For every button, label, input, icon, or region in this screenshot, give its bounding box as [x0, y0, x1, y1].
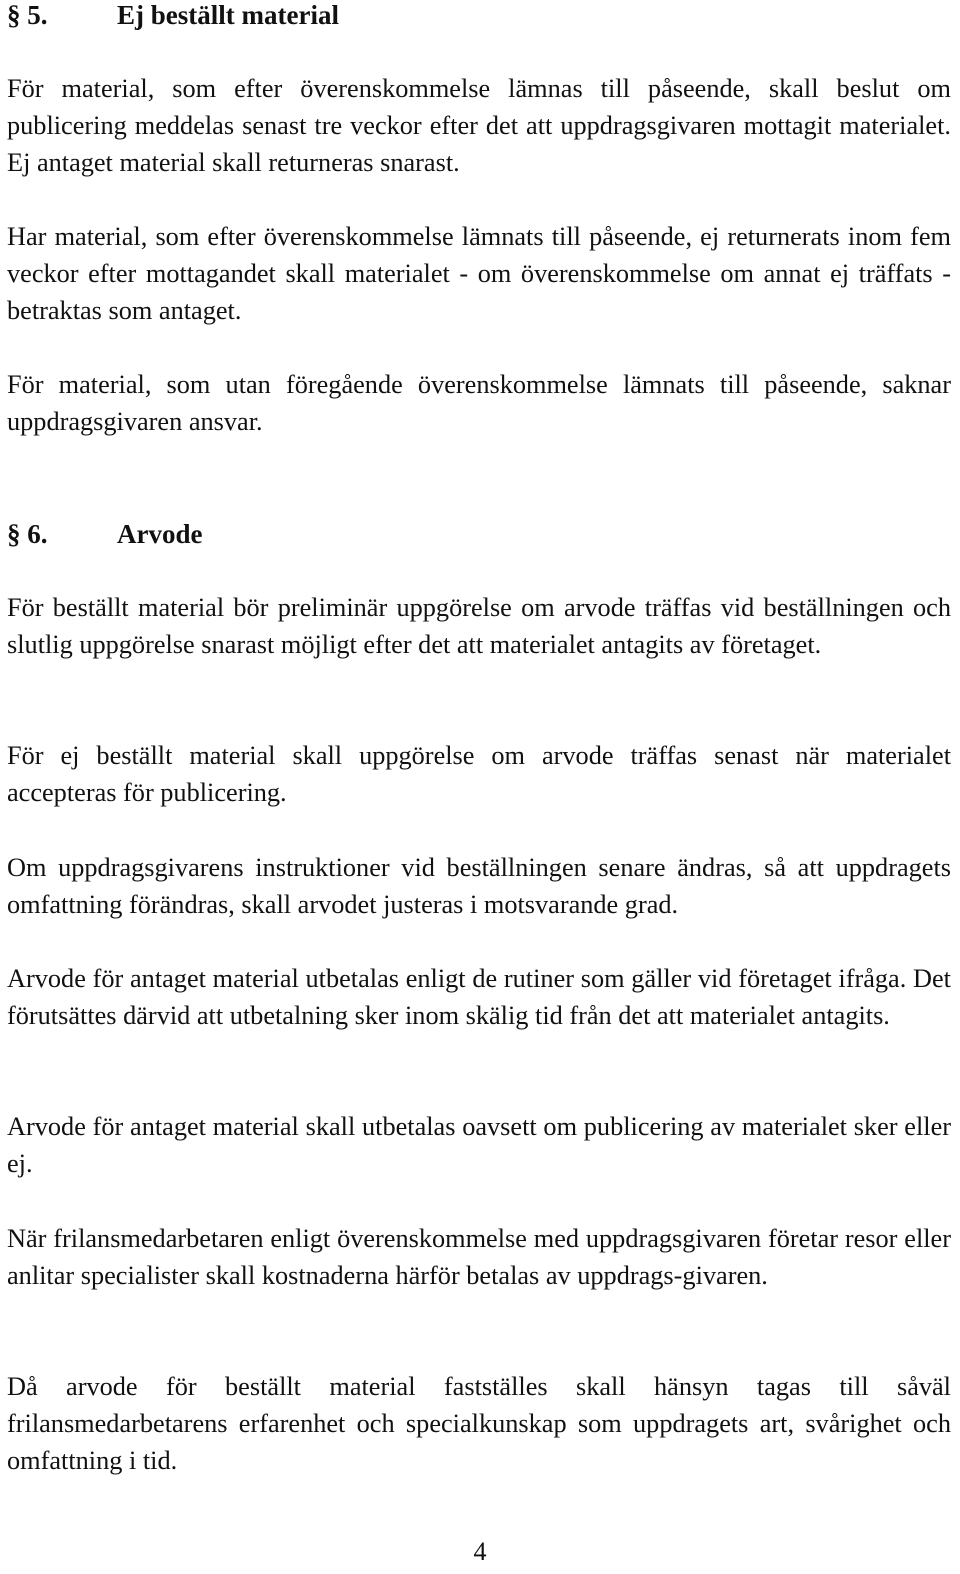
- paragraph: Arvode för antaget material skall utbetalas oavsett om publicering av materialet sker eller ej.: [7, 1112, 951, 1179]
- paragraph: Då arvode för beställt material fastställes skall hänsyn tagas till såväl frilansmedarbetarens erfarenhet och specialkunskap som uppdragets art, svårighet och omfattning i tid.: [7, 1372, 951, 1476]
- paragraph: Om uppdragsgivarens instruktioner vid beställningen senare ändras, så att uppdragets omfattning förändras, skall arvodet justeras i motsvarande grad.: [7, 853, 951, 920]
- section-heading-5: [7, 0, 339, 35]
- paragraph: Har material, som efter överenskommelse lämnats till påseende, ej returnerats inom fem veckor efter mottagandet skall materialet - om överenskommelse om annat ej träffats - betraktas som antaget.: [7, 222, 951, 326]
- section-heading-6: [7, 514, 202, 554]
- paragraph: Arvode för antaget material utbetalas enligt de rutiner som gäller vid företaget ifråga. Det förutsättes därvid att utbetalning sker inom skälig tid från det att materialet antagits.: [7, 964, 951, 1031]
- paragraph: När frilansmedarbetaren enligt överenskommelse med uppdragsgivaren företar resor eller anlitar specialister skall kostnaderna härför betalas av uppdrags-givaren.: [7, 1224, 951, 1291]
- section-number: § 5.: [7, 0, 48, 30]
- paragraph: För beställt material bör preliminär uppgörelse om arvode träffas vid beställningen och slutlig uppgörelse snarast möjligt efter det att materialet antagits av företaget.: [7, 593, 951, 660]
- paragraph: För material, som utan föregående överenskommelse lämnats till påseende, saknar uppdragsgivaren ansvar.: [7, 370, 951, 437]
- page-number: 4: [473, 1537, 487, 1566]
- section-title: Ej beställt material: [117, 0, 339, 30]
- paragraph: För ej beställt material skall uppgörelse om arvode träffas senast när materialet accepteras för publicering.: [7, 741, 951, 808]
- section-number: § 6.: [7, 519, 48, 549]
- paragraph: För material, som efter överenskommelse lämnas till påseende, skall beslut om publicering meddelas senast tre veckor efter det att uppdragsgivaren mottagit materialet. Ej antaget material skall returneras snarast.: [7, 74, 951, 178]
- section-title: Arvode: [117, 519, 203, 549]
